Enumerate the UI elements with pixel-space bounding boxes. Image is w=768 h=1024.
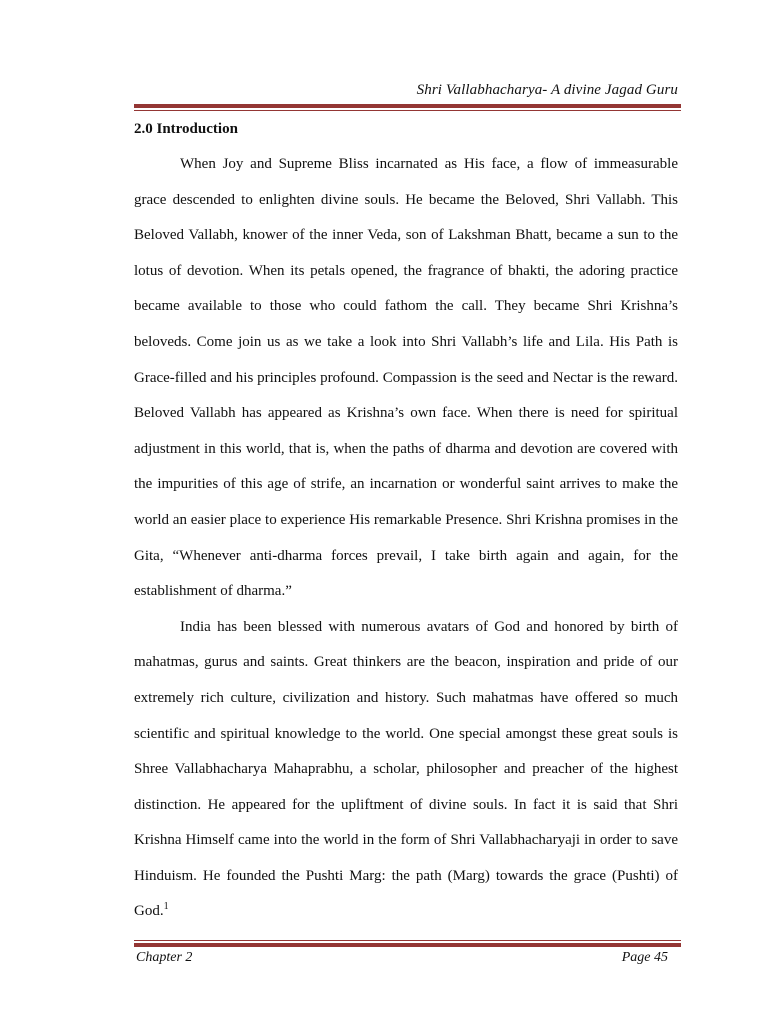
paragraph-2-text: India has been blessed with numerous avatars of God and honored by birth of mahatmas, gurus and saints. Great thinkers are the beacon, inspiration and pride of our extremely rich culture, civilization and history. Such mahatmas have offered so much scientific and spiritual knowledge to the world. One special amongst these great souls is Shree Vallabhacharya Mahaprabhu, a scholar, philosopher and preacher of the highest distinction. He appeared for the upliftment of divine souls. In fact it is said that Shri Krishna Himself came into the world in the form of Shri Vallabhacharyaji in order to save Hinduism. He founded the Pushti Marg: the path (Marg) towards the grace (Pushti) of God.: [134, 618, 678, 920]
footnote-reference[interactable]: 1: [163, 901, 169, 913]
footer-rule-thin: [134, 940, 681, 941]
footer-rule-thick: [134, 943, 681, 947]
header-rule-thick: [134, 104, 681, 108]
header-rule: [134, 104, 681, 111]
running-header-title: Shri Vallabhacharya- A divine Jagad Guru: [416, 82, 678, 98]
footer-page-number: Page 45: [621, 950, 668, 965]
header-rule-thin: [134, 110, 681, 111]
footer-chapter: Chapter 2: [136, 950, 193, 965]
paragraph-1-text: When Joy and Supreme Bliss incarnated as His face, a flow of immeasurable grace descended to enlighten divine souls. He became the Beloved, Shri Vallabh. This Beloved Vallabh, knower of the inner Veda, son of Lakshman Bhatt, became a sun to the lotus of devotion. When its petals opened, the fragrance of bhakti, the adoring practice became available to those who could fathom the call. They became Shri Krishna’s beloveds. Come join us as we take a look into Shri Vallabh’s life and Lila. His Path is Grace-filled and his principles profound. Compassion is the seed and Nectar is the reward. Beloved Vallabh has appeared as Krishna’s own face. When there is need for spiritual adjustment in this world, that is, when the paths of dharma and devotion are covered with the impurities of this age of strife, an incarnation or wonderful saint arrives to make the world an easier place to experience His remarkable Presence. Shri Krishna promises in the Gita, “Whenever anti-dharma forces prevail, I take birth again and again, for the establishment of dharma.”: [134, 156, 678, 600]
section-heading: 2.0 Introduction: [134, 121, 238, 137]
paragraph-1: [134, 147, 678, 610]
paragraph-2: [134, 610, 678, 930]
body-text: [134, 147, 678, 930]
footer-rule: [134, 940, 681, 947]
